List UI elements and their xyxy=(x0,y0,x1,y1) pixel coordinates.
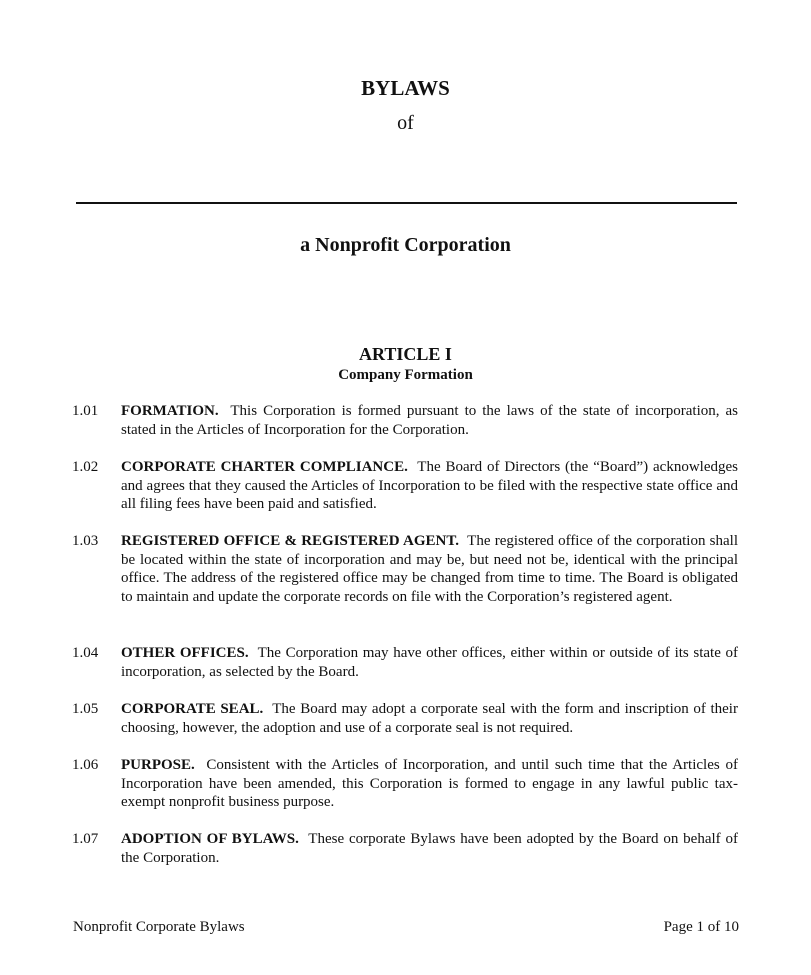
section-heading: CORPORATE CHARTER COMPLIANCE. xyxy=(121,459,408,475)
footer-page-number: Page 1 of 10 xyxy=(663,919,739,935)
document-title: BYLAWS xyxy=(361,76,450,100)
section-body xyxy=(121,532,738,606)
document-subtitle: a Nonprofit Corporation xyxy=(300,234,511,256)
section-heading: OTHER OFFICES. xyxy=(121,645,249,661)
article-subheading: Company Formation xyxy=(338,367,473,383)
section-body xyxy=(121,700,738,737)
section-1-07 xyxy=(72,830,738,867)
section-heading: REGISTERED OFFICE & REGISTERED AGENT. xyxy=(121,533,459,549)
section-text: The Board may adopt a corporate seal with the form and inscription of their choosing, however, the adoption and use of a corporate seal is not required. xyxy=(121,701,738,736)
document-of: of xyxy=(397,112,414,134)
section-text: The registered office of the corporation shall be located within the state of incorporation and may be, but need not be, identical with the principal office. The address of the registered office may be changed from time to time. The Board is obligated to maintain and update the corporate records on file with the Corporation’s registered agent. xyxy=(121,533,739,605)
section-number: 1.05 xyxy=(72,701,99,717)
section-body xyxy=(121,756,738,812)
footer-document-name: Nonprofit Corporate Bylaws xyxy=(73,919,245,935)
section-body xyxy=(121,644,738,681)
section-1-03 xyxy=(72,532,738,606)
section-number: 1.01 xyxy=(72,403,99,419)
section-1-02 xyxy=(72,458,738,514)
section-number: 1.04 xyxy=(72,645,99,661)
section-heading: CORPORATE SEAL. xyxy=(121,701,264,717)
section-number: 1.07 xyxy=(72,831,99,847)
corporation-name-blank-line xyxy=(76,202,737,204)
section-heading: ADOPTION OF BYLAWS. xyxy=(121,831,299,847)
section-1-05 xyxy=(72,700,738,737)
section-heading: PURPOSE. xyxy=(121,757,195,773)
section-text: The Board of Directors (the “Board”) acknowledges and agrees that they caused the Articles of Incorporation to be filed with the respective state office and all filing fees have been paid and satisfied. xyxy=(121,459,738,513)
section-body xyxy=(121,458,738,514)
section-body xyxy=(121,402,738,439)
section-text: The Corporation may have other offices, either within or outside of its state of incorporation, as selected by the Board. xyxy=(121,645,739,680)
section-text: These corporate Bylaws have been adopted by the Board on behalf of the Corporation. xyxy=(121,831,738,866)
section-body xyxy=(121,830,738,867)
section-number: 1.06 xyxy=(72,757,99,773)
section-text: Consistent with the Articles of Incorporation, and until such time that the Articles of Incorporation have been amended, this Corporation is formed to engage in any lawful public tax-exempt nonprofit business purpose. xyxy=(121,757,739,811)
section-number: 1.03 xyxy=(72,533,99,549)
section-1-01 xyxy=(72,402,738,439)
section-1-06 xyxy=(72,756,738,812)
section-text: This Corporation is formed pursuant to the laws of the state of incorporation, as stated in the Articles of Incorporation for the Corporation. xyxy=(121,403,738,438)
section-1-04 xyxy=(72,644,738,681)
article-heading: ARTICLE I xyxy=(359,344,452,364)
section-number: 1.02 xyxy=(72,459,99,475)
section-heading: FORMATION. xyxy=(121,403,219,419)
